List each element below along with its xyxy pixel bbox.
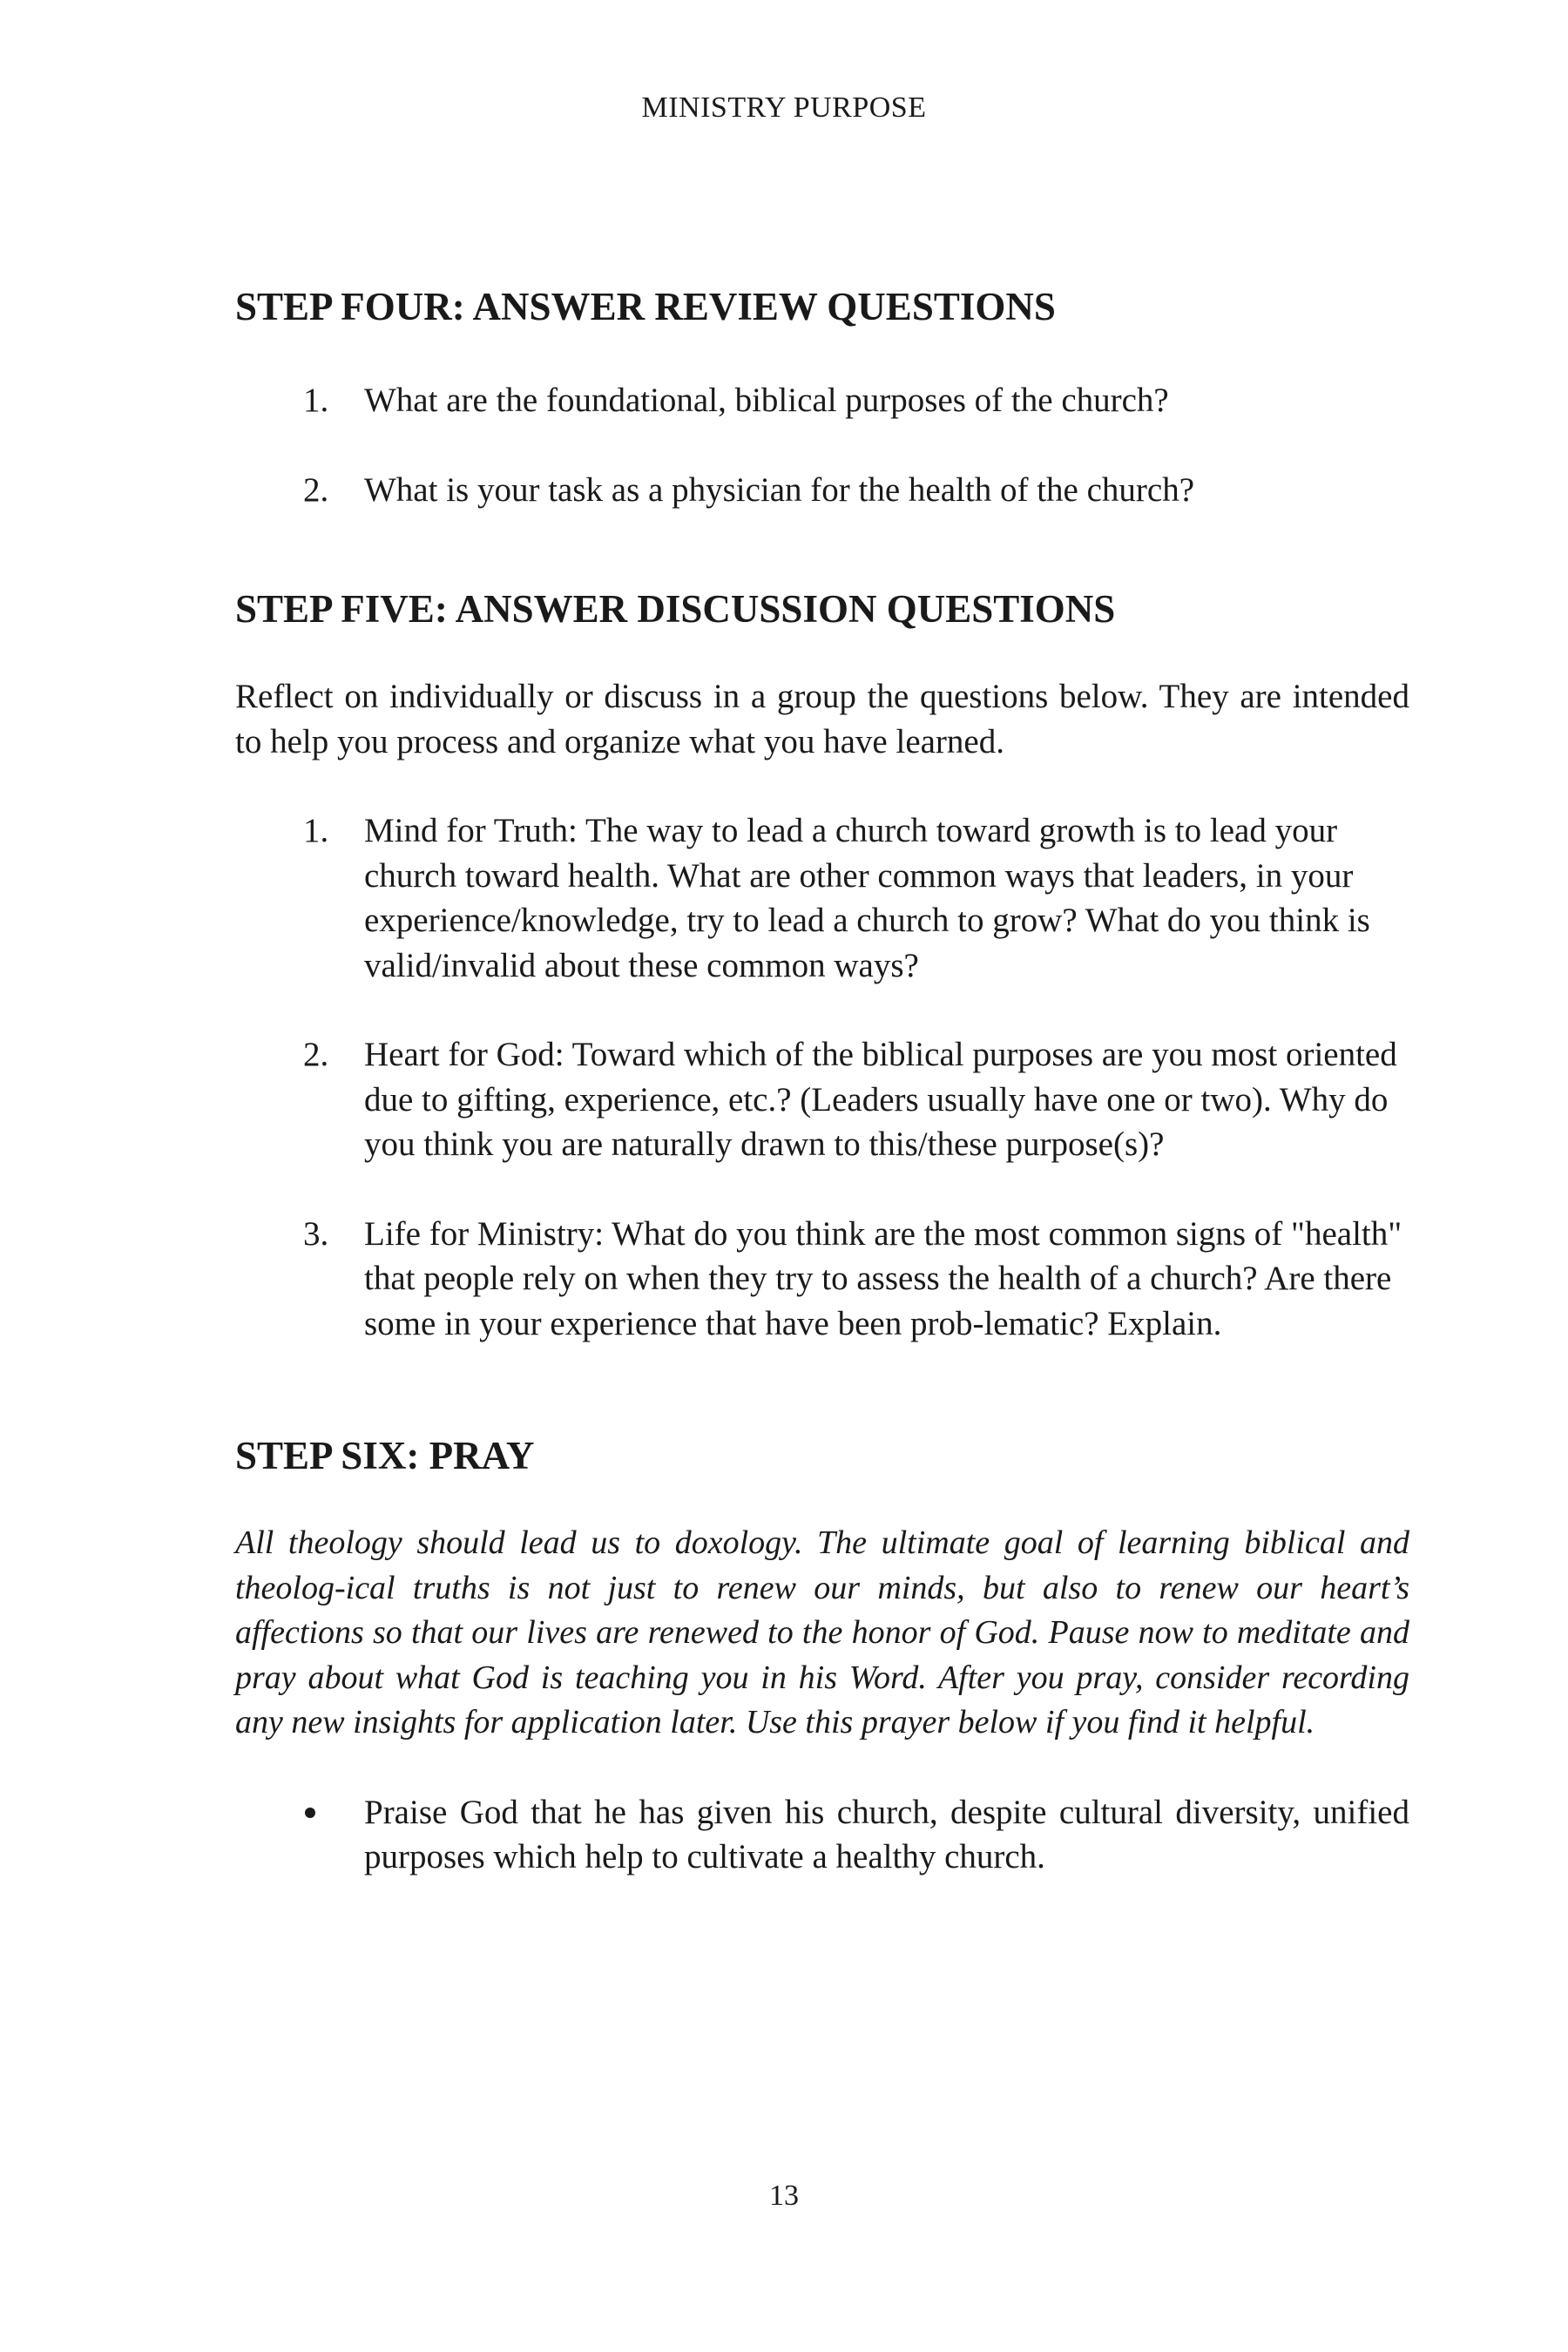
review-question	[235, 468, 1409, 513]
question-text: Life for Ministry: What do you think are the most common signs of "health" that people rely on when they try to assess the health of a church? Are there some in your experience that have been prob-lematic? Explain.	[364, 1214, 1402, 1342]
discussion-question	[235, 1032, 1409, 1167]
question-text: Mind for Truth: The way to lead a church toward growth is to lead your church toward health. What are other common ways that leaders, in your experience/knowledge, try to lead a church to grow? What do you think is valid/invalid about these common ways?	[364, 812, 1370, 984]
page-number: 13	[769, 2180, 799, 2212]
review-question	[235, 378, 1409, 423]
review-questions-list	[235, 378, 1409, 512]
step-four-heading: STEP FOUR: ANSWER REVIEW QUESTIONS	[235, 285, 1056, 328]
step-five-heading: STEP FIVE: ANSWER DISCUSSION QUESTIONS	[235, 587, 1116, 631]
discussion-question	[235, 808, 1409, 988]
question-number: 1.	[303, 812, 329, 849]
question-number: 3.	[303, 1214, 329, 1253]
page-content	[235, 280, 1409, 1880]
question-number: 2.	[303, 470, 329, 509]
question-text: What is your task as a physician for the health of the church?	[364, 470, 1195, 509]
question-text: What are the foundational, biblical purposes of the church?	[364, 382, 1169, 419]
running-header: MINISTRY PURPOSE	[641, 91, 927, 124]
discussion-questions-list	[235, 808, 1409, 1346]
step-six-intro: All theology should lead us to doxology. The ultimate goal of learning biblical and theolog-ical truths is not just to renew our minds, but also to renew our heart’s affections so that our lives are renewed to the honor of God. Pause now to meditate and pray about what God is teaching you in his Word. After you pray, consider recording any new insights for application later. Use this prayer below if you find it helpful.	[235, 1524, 1409, 1740]
prayer-bullet-item	[235, 1790, 1409, 1880]
bullet-text: Praise God that he has given his church, despite cultural diversity, unified purposes which help to cultivate a healthy church.	[364, 1793, 1409, 1876]
discussion-question	[235, 1212, 1409, 1347]
question-text: Heart for God: Toward which of the biblical purposes are you most oriented due to gifting, experience, etc.? (Leaders usually have one or two). Why do you think you are naturally drawn to this/these purpose(s)?	[364, 1036, 1397, 1163]
step-five-intro: Reflect on individually or discuss in a group the questions below. They are intended to help you process and organize what you have learned.	[235, 678, 1409, 760]
question-number: 1.	[303, 382, 329, 419]
step-six-heading: STEP SIX: PRAY	[235, 1434, 535, 1477]
prayer-bullet-list	[235, 1790, 1409, 1880]
question-number: 2.	[303, 1036, 329, 1073]
bullet-icon	[235, 1790, 364, 1880]
